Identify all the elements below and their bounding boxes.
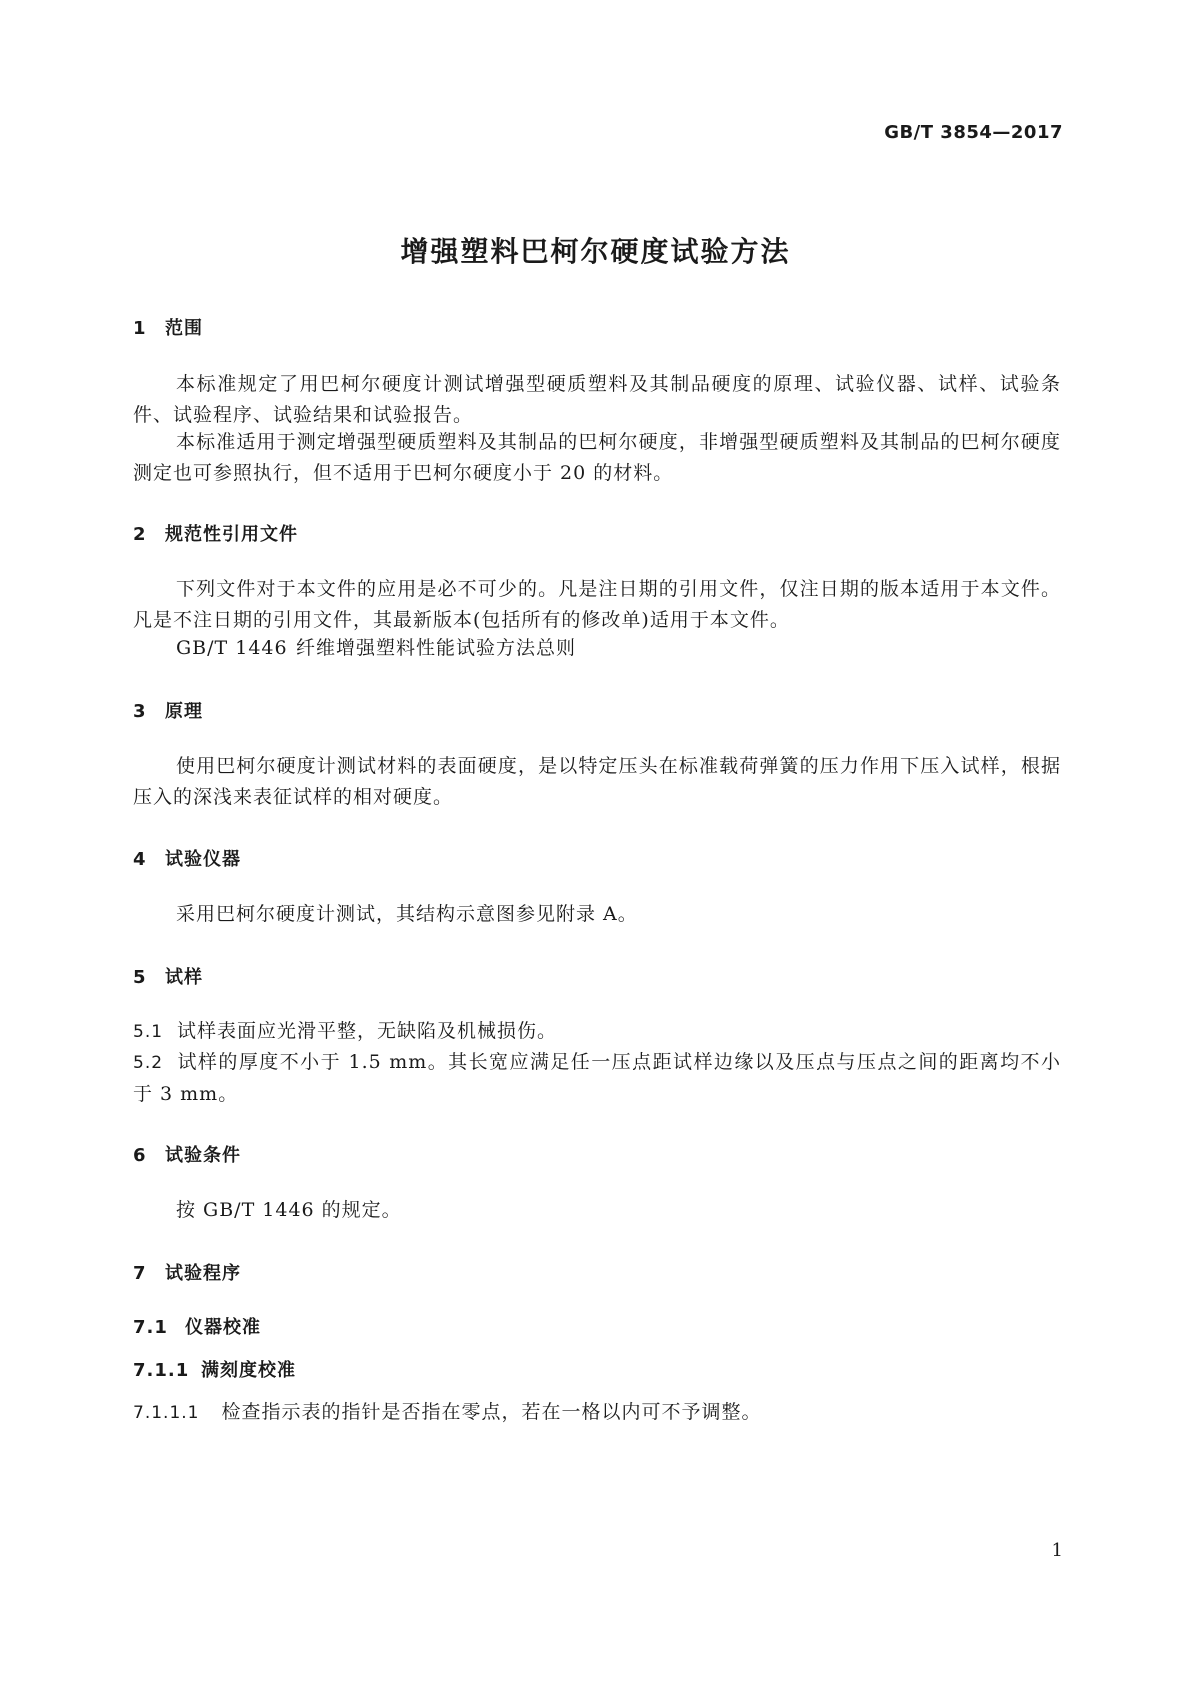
section-number: 7.1.1 bbox=[133, 1360, 190, 1381]
page-number: 1 bbox=[1051, 1540, 1063, 1561]
standard-code: GB/T 3854—2017 bbox=[884, 122, 1063, 143]
section-number: 3 bbox=[133, 701, 147, 722]
section-title: 试验程序 bbox=[165, 1263, 241, 1284]
reference-entry bbox=[176, 633, 1061, 664]
section-number: 2 bbox=[133, 524, 147, 545]
section-number: 7.1 bbox=[133, 1317, 168, 1338]
section-3-heading bbox=[133, 697, 203, 723]
section-7-1-1-heading bbox=[133, 1356, 296, 1382]
section-number: 5 bbox=[133, 967, 147, 988]
normative-references-paragraph: 下列文件对于本文件的应用是必不可少的。凡是注日期的引用文件，仅注日期的版本适用于本文件。凡是不注日期的引用文件，其最新版本(包括所有的修改单)适用于本文件。 bbox=[133, 578, 1061, 631]
test-conditions-paragraph: 按 GB/T 1446 的规定。 bbox=[176, 1199, 402, 1221]
scope-paragraph-2: 本标准适用于测定增强型硬质塑料及其制品的巴柯尔硬度，非增强型硬质塑料及其制品的巴柯尔硬度测定也可参照执行，但不适用于巴柯尔硬度小于 20 的材料。 bbox=[133, 431, 1061, 484]
section-5-heading bbox=[133, 963, 203, 989]
section-title: 范围 bbox=[165, 318, 203, 339]
clause-number: 7.1.1.1 bbox=[133, 1403, 200, 1423]
section-title: 试验仪器 bbox=[165, 849, 241, 870]
apparatus-paragraph: 采用巴柯尔硬度计测试，其结构示意图参见附录 A。 bbox=[176, 903, 638, 925]
clause-number: 5.2 bbox=[133, 1053, 164, 1073]
clause-text: 试样表面应光滑平整，无缺陷及机械损伤。 bbox=[177, 1020, 558, 1042]
reference-code: GB/T 1446 bbox=[176, 637, 288, 659]
section-number: 7 bbox=[133, 1263, 147, 1284]
clause-5-1 bbox=[133, 1016, 1061, 1048]
clause-number: 5.1 bbox=[133, 1022, 164, 1042]
section-7-1-heading bbox=[133, 1313, 261, 1339]
section-6-heading bbox=[133, 1141, 241, 1167]
clause-text: 检查指示表的指针是否指在零点，若在一格以内可不予调整。 bbox=[221, 1401, 762, 1423]
section-number: 4 bbox=[133, 849, 147, 870]
principle-paragraph: 使用巴柯尔硬度计测试材料的表面硬度，是以特定压头在标准载荷弹簧的压力作用下压入试样，根据压入的深浅来表征试样的相对硬度。 bbox=[133, 755, 1061, 808]
section-title: 试样 bbox=[165, 967, 203, 988]
section-number: 1 bbox=[133, 318, 147, 339]
document-title: 增强塑料巴柯尔硬度试验方法 bbox=[400, 235, 791, 268]
section-number: 6 bbox=[133, 1145, 147, 1166]
section-2-heading bbox=[133, 520, 298, 546]
scope-paragraph-1: 本标准规定了用巴柯尔硬度计测试增强型硬质塑料及其制品硬度的原理、试验仪器、试样、试验条件、试验程序、试验结果和试验报告。 bbox=[133, 373, 1061, 426]
section-7-heading bbox=[133, 1259, 241, 1285]
reference-title: 纤维增强塑料性能试验方法总则 bbox=[296, 637, 577, 659]
clause-7-1-1-1 bbox=[133, 1397, 1061, 1429]
section-1-heading bbox=[133, 314, 203, 340]
section-title: 满刻度校准 bbox=[201, 1360, 296, 1381]
section-title: 试验条件 bbox=[165, 1145, 241, 1166]
section-title: 原理 bbox=[165, 701, 203, 722]
section-title: 规范性引用文件 bbox=[165, 524, 298, 545]
clause-5-2 bbox=[133, 1047, 1061, 1110]
section-4-heading bbox=[133, 845, 241, 871]
clause-text: 试样的厚度不小于 1.5 mm。其长宽应满足任一压点距试样边缘以及压点与压点之间的距离均不小于 3 mm。 bbox=[133, 1051, 1061, 1105]
section-title: 仪器校准 bbox=[185, 1317, 261, 1338]
